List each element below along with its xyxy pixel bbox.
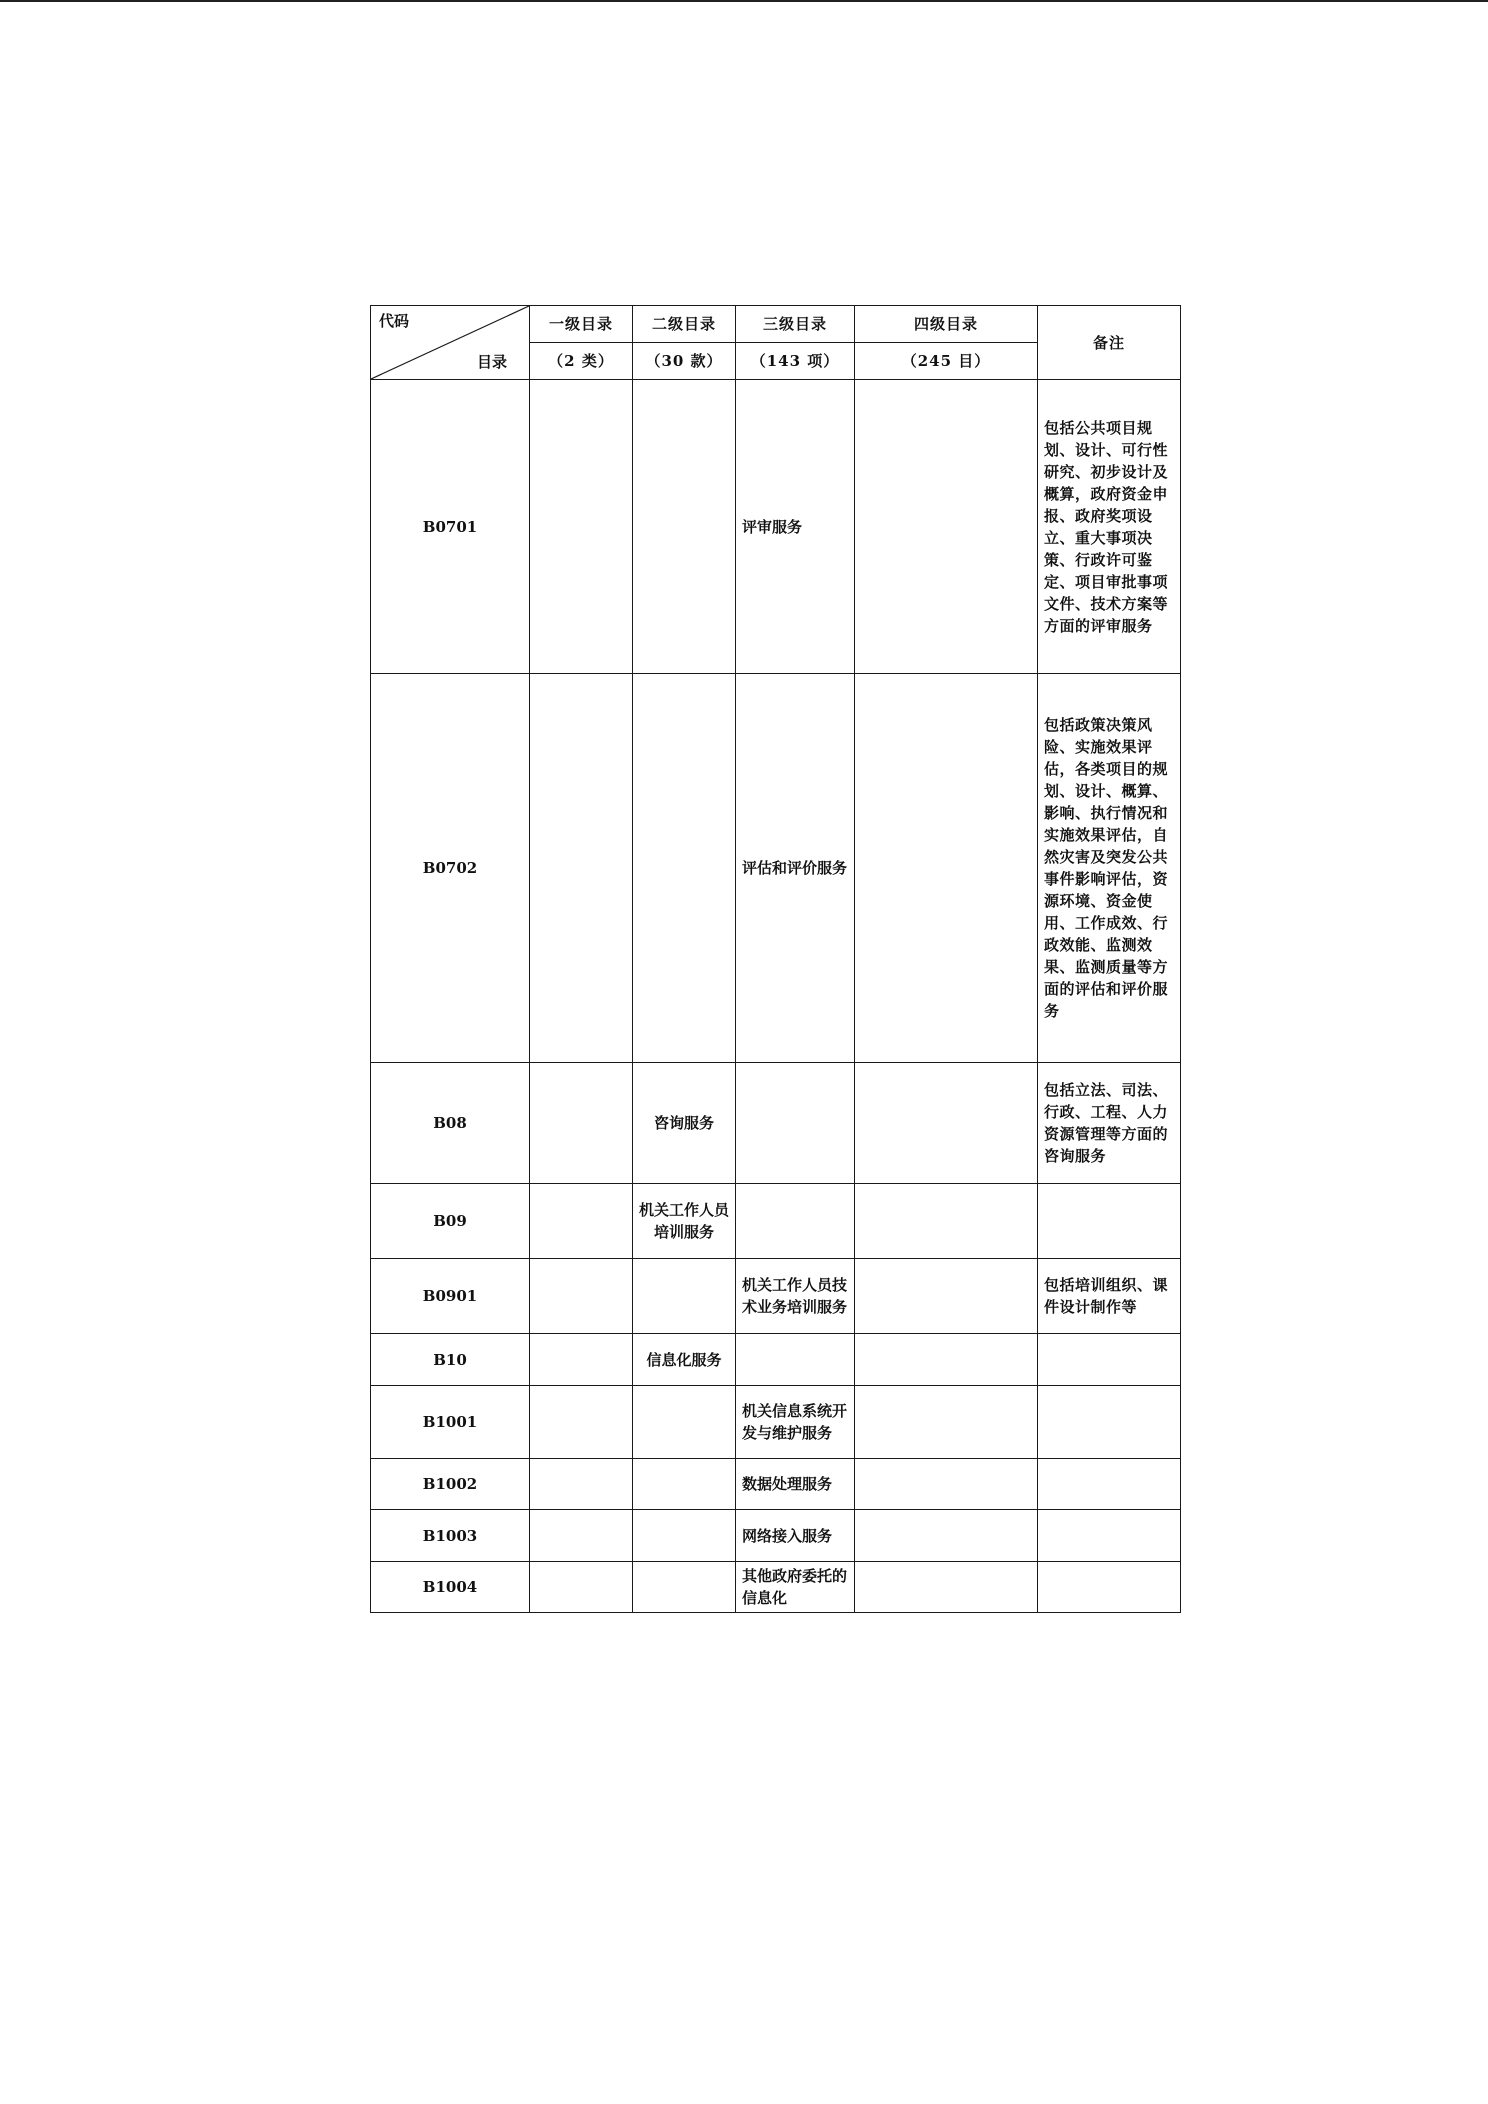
row-level2 xyxy=(633,1562,736,1613)
row-remark: 包括政策决策风险、实施效果评估，各类项目的规划、设计、概算、影响、执行情况和实施效果评估，自然灾害及突发公共事件影响评估，资源环境、资金使用、工作成效、行政效能、监测效果、监测质量等方面的评估和评价服务 xyxy=(1038,674,1181,1063)
table-row xyxy=(371,1334,1181,1386)
row-level3 xyxy=(736,1063,855,1184)
row-level4 xyxy=(855,1259,1038,1334)
table-row xyxy=(371,1562,1181,1613)
row-level2: 机关工作人员培训服务 xyxy=(633,1184,736,1259)
row-remark: 包括公共项目规划、设计、可行性研究、初步设计及概算，政府资金申报、政府奖项设立、重大事项决策、行政许可鉴定、项目审批事项文件、技术方案等方面的评审服务 xyxy=(1038,380,1181,674)
row-level2: 信息化服务 xyxy=(633,1334,736,1386)
row-level1 xyxy=(530,1386,633,1459)
row-level4 xyxy=(855,1184,1038,1259)
row-remark xyxy=(1038,1562,1181,1613)
row-remark: 包括立法、司法、行政、工程、人力资源管理等方面的咨询服务 xyxy=(1038,1063,1181,1184)
header-level2-count: （30 款） xyxy=(633,343,736,380)
row-level2 xyxy=(633,674,736,1063)
header-level2-title: 二级目录 xyxy=(633,306,736,343)
table-row xyxy=(371,674,1181,1063)
header-level1-title: 一级目录 xyxy=(530,306,633,343)
row-level1 xyxy=(530,1063,633,1184)
row-level4 xyxy=(855,674,1038,1063)
row-level4 xyxy=(855,1459,1038,1510)
row-remark xyxy=(1038,1334,1181,1386)
catalog-table xyxy=(370,305,1181,1613)
row-level4 xyxy=(855,1562,1038,1613)
header-level4-count: （245 目） xyxy=(855,343,1038,380)
table-row xyxy=(371,1259,1181,1334)
row-level1 xyxy=(530,1459,633,1510)
row-level2 xyxy=(633,1459,736,1510)
row-level3: 机关信息系统开发与维护服务 xyxy=(736,1386,855,1459)
row-remark xyxy=(1038,1510,1181,1562)
table-row xyxy=(371,1386,1181,1459)
row-code: B08 xyxy=(371,1063,530,1184)
page-edge-line xyxy=(0,0,1488,2)
header-row-titles xyxy=(371,306,1181,343)
row-remark: 包括培训组织、课件设计制作等 xyxy=(1038,1259,1181,1334)
row-level4 xyxy=(855,1063,1038,1184)
row-level4 xyxy=(855,380,1038,674)
header-level4-title: 四级目录 xyxy=(855,306,1038,343)
table-row xyxy=(371,1063,1181,1184)
row-remark xyxy=(1038,1184,1181,1259)
row-level1 xyxy=(530,1510,633,1562)
row-level1 xyxy=(530,380,633,674)
row-code: B0702 xyxy=(371,674,530,1063)
table-row xyxy=(371,1459,1181,1510)
row-level3 xyxy=(736,1334,855,1386)
row-level3: 评估和评价服务 xyxy=(736,674,855,1063)
row-level2 xyxy=(633,1259,736,1334)
row-level3: 网络接入服务 xyxy=(736,1510,855,1562)
row-code: B1003 xyxy=(371,1510,530,1562)
row-remark xyxy=(1038,1459,1181,1510)
row-level3: 评审服务 xyxy=(736,380,855,674)
header-remark: 备注 xyxy=(1038,306,1181,380)
header-level3-title: 三级目录 xyxy=(736,306,855,343)
row-level3 xyxy=(736,1184,855,1259)
row-level2: 咨询服务 xyxy=(633,1063,736,1184)
row-level2 xyxy=(633,1386,736,1459)
row-code: B1002 xyxy=(371,1459,530,1510)
row-level2 xyxy=(633,1510,736,1562)
table-row xyxy=(371,1510,1181,1562)
row-code: B09 xyxy=(371,1184,530,1259)
row-level1 xyxy=(530,1334,633,1386)
corner-cell xyxy=(371,306,530,380)
table-row xyxy=(371,1184,1181,1259)
row-level1 xyxy=(530,1184,633,1259)
table-row xyxy=(371,380,1181,674)
row-level1 xyxy=(530,674,633,1063)
header-level3-count: （143 项） xyxy=(736,343,855,380)
row-code: B0701 xyxy=(371,380,530,674)
row-level1 xyxy=(530,1259,633,1334)
row-level4 xyxy=(855,1510,1038,1562)
corner-label-catalog: 目录 xyxy=(476,353,507,371)
row-level3: 其他政府委托的信息化 xyxy=(736,1562,855,1613)
row-level4 xyxy=(855,1334,1038,1386)
row-level3: 数据处理服务 xyxy=(736,1459,855,1510)
row-level4 xyxy=(855,1386,1038,1459)
corner-label-code: 代码 xyxy=(379,312,410,330)
row-level3: 机关工作人员技术业务培训服务 xyxy=(736,1259,855,1334)
row-remark xyxy=(1038,1386,1181,1459)
row-code: B0901 xyxy=(371,1259,530,1334)
header-level1-count: （2 类） xyxy=(530,343,633,380)
row-level2 xyxy=(633,380,736,674)
row-code: B10 xyxy=(371,1334,530,1386)
row-code: B1001 xyxy=(371,1386,530,1459)
row-level1 xyxy=(530,1562,633,1613)
row-code: B1004 xyxy=(371,1562,530,1613)
